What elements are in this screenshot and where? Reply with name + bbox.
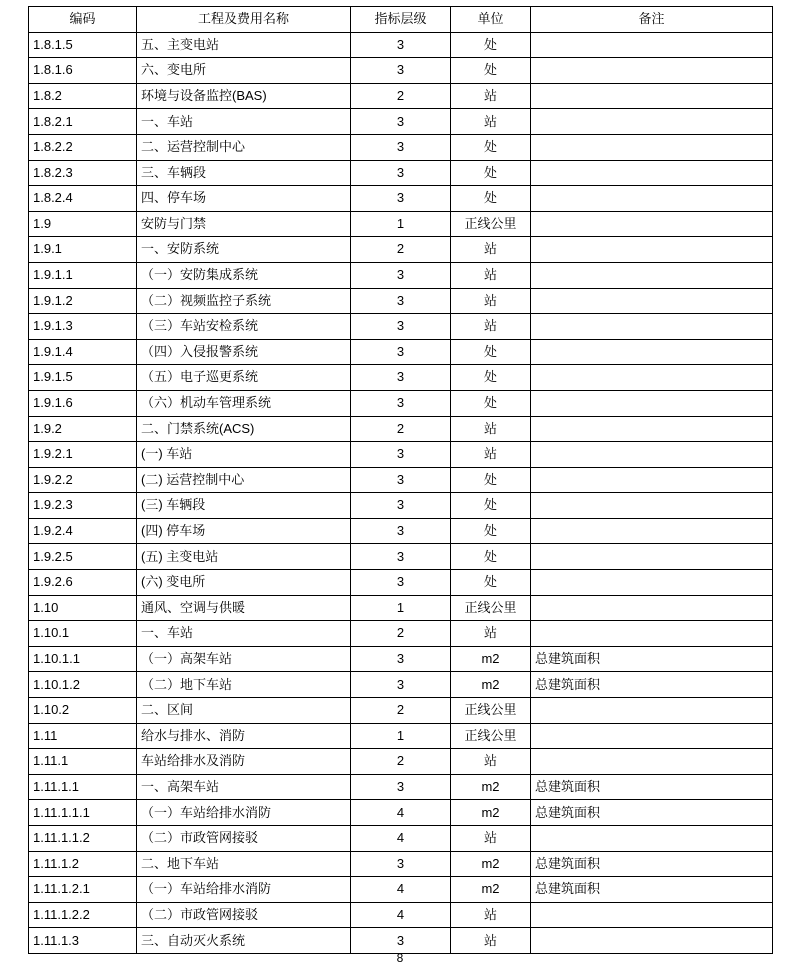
cell-code: 1.11.1.2.2 xyxy=(29,902,137,928)
cell-name: （一）安防集成系统 xyxy=(137,262,351,288)
cell-unit: 处 xyxy=(451,32,531,58)
cell-remark xyxy=(531,160,773,186)
cell-code: 1.9.1.5 xyxy=(29,365,137,391)
table-row xyxy=(29,160,773,186)
cell-name: （五）电子巡更系统 xyxy=(137,365,351,391)
cell-remark xyxy=(531,544,773,570)
cell-code: 1.11.1.2.1 xyxy=(29,877,137,903)
table-row xyxy=(29,186,773,212)
cell-unit: 站 xyxy=(451,749,531,775)
cell-level: 3 xyxy=(351,851,451,877)
cell-level: 2 xyxy=(351,83,451,109)
table-row xyxy=(29,109,773,135)
cell-code: 1.8.2.1 xyxy=(29,109,137,135)
cell-name: 二、门禁系统(ACS) xyxy=(137,416,351,442)
cell-level: 4 xyxy=(351,800,451,826)
cell-unit: 站 xyxy=(451,826,531,852)
cell-name: （一）车站给排水消防 xyxy=(137,877,351,903)
cell-remark xyxy=(531,826,773,852)
cell-level: 3 xyxy=(351,58,451,84)
table-row xyxy=(29,467,773,493)
cell-remark: 总建筑面积 xyxy=(531,774,773,800)
cell-name: （二）视频监控子系统 xyxy=(137,288,351,314)
cell-name: 环境与设备监控(BAS) xyxy=(137,83,351,109)
cell-remark xyxy=(531,134,773,160)
cell-unit: m2 xyxy=(451,774,531,800)
table-header xyxy=(29,7,773,33)
cell-code: 1.10 xyxy=(29,595,137,621)
cell-name: 一、车站 xyxy=(137,109,351,135)
cell-unit: 站 xyxy=(451,621,531,647)
cell-remark xyxy=(531,749,773,775)
cell-code: 1.9 xyxy=(29,211,137,237)
cell-name: 一、安防系统 xyxy=(137,237,351,263)
cell-unit: m2 xyxy=(451,672,531,698)
cell-code: 1.9.2.3 xyxy=(29,493,137,519)
cell-code: 1.8.2 xyxy=(29,83,137,109)
cell-level: 3 xyxy=(351,288,451,314)
cell-code: 1.8.2.2 xyxy=(29,134,137,160)
cell-unit: 正线公里 xyxy=(451,595,531,621)
cell-code: 1.11 xyxy=(29,723,137,749)
cell-code: 1.9.1.2 xyxy=(29,288,137,314)
table-row xyxy=(29,774,773,800)
cell-remark: 总建筑面积 xyxy=(531,672,773,698)
cell-name: 给水与排水、消防 xyxy=(137,723,351,749)
table-row xyxy=(29,262,773,288)
cell-remark xyxy=(531,518,773,544)
cell-unit: 处 xyxy=(451,134,531,160)
cell-code: 1.9.1.4 xyxy=(29,339,137,365)
cell-level: 3 xyxy=(351,365,451,391)
cell-remark xyxy=(531,928,773,954)
cell-code: 1.8.2.3 xyxy=(29,160,137,186)
cell-remark xyxy=(531,32,773,58)
cell-name: 安防与门禁 xyxy=(137,211,351,237)
cell-name: （二）市政管网接驳 xyxy=(137,902,351,928)
table-row xyxy=(29,288,773,314)
table-row xyxy=(29,646,773,672)
cell-name: （二）市政管网接驳 xyxy=(137,826,351,852)
cell-remark xyxy=(531,416,773,442)
cell-level: 4 xyxy=(351,902,451,928)
cell-unit: 处 xyxy=(451,58,531,84)
cell-code: 1.8.2.4 xyxy=(29,186,137,212)
cell-unit: 站 xyxy=(451,442,531,468)
cell-level: 3 xyxy=(351,646,451,672)
cell-unit: 处 xyxy=(451,467,531,493)
cell-level: 3 xyxy=(351,544,451,570)
cell-unit: 站 xyxy=(451,928,531,954)
cell-code: 1.10.2 xyxy=(29,698,137,724)
table-row xyxy=(29,58,773,84)
cell-remark xyxy=(531,698,773,724)
cell-unit: 站 xyxy=(451,902,531,928)
cell-name: (四) 停车场 xyxy=(137,518,351,544)
cell-remark xyxy=(531,570,773,596)
cell-level: 2 xyxy=(351,621,451,647)
table-body xyxy=(29,32,773,953)
cell-remark xyxy=(531,339,773,365)
cell-level: 3 xyxy=(351,570,451,596)
cell-remark xyxy=(531,723,773,749)
column-header-unit: 单位 xyxy=(451,7,531,33)
cell-remark xyxy=(531,902,773,928)
column-header-remark: 备注 xyxy=(531,7,773,33)
cell-level: 3 xyxy=(351,928,451,954)
cell-unit: 站 xyxy=(451,288,531,314)
cell-level: 3 xyxy=(351,134,451,160)
cell-unit: 处 xyxy=(451,570,531,596)
cell-name: 车站给排水及消防 xyxy=(137,749,351,775)
table-row xyxy=(29,32,773,58)
cell-code: 1.10.1.1 xyxy=(29,646,137,672)
cell-name: 五、主变电站 xyxy=(137,32,351,58)
table-row xyxy=(29,851,773,877)
cell-remark xyxy=(531,467,773,493)
cell-remark xyxy=(531,621,773,647)
cell-remark xyxy=(531,262,773,288)
table-row xyxy=(29,698,773,724)
cell-code: 1.9.2.4 xyxy=(29,518,137,544)
cell-name: 一、车站 xyxy=(137,621,351,647)
cell-name: 二、区间 xyxy=(137,698,351,724)
cell-name: （二）地下车站 xyxy=(137,672,351,698)
cell-unit: 站 xyxy=(451,109,531,135)
cell-unit: 处 xyxy=(451,160,531,186)
table-row xyxy=(29,493,773,519)
cell-level: 3 xyxy=(351,672,451,698)
cell-level: 3 xyxy=(351,518,451,544)
table-row xyxy=(29,416,773,442)
cell-level: 3 xyxy=(351,32,451,58)
cell-level: 3 xyxy=(351,186,451,212)
cell-remark: 总建筑面积 xyxy=(531,800,773,826)
cell-remark xyxy=(531,390,773,416)
cell-level: 2 xyxy=(351,237,451,263)
cell-remark xyxy=(531,442,773,468)
table-row xyxy=(29,211,773,237)
cell-unit: 正线公里 xyxy=(451,723,531,749)
cell-name: (一) 车站 xyxy=(137,442,351,468)
cell-level: 3 xyxy=(351,493,451,519)
table-row xyxy=(29,928,773,954)
cell-remark: 总建筑面积 xyxy=(531,646,773,672)
cell-name: （一）车站给排水消防 xyxy=(137,800,351,826)
table-row xyxy=(29,672,773,698)
cell-level: 3 xyxy=(351,467,451,493)
cell-level: 1 xyxy=(351,211,451,237)
cell-remark xyxy=(531,186,773,212)
cell-unit: m2 xyxy=(451,851,531,877)
cell-level: 1 xyxy=(351,723,451,749)
cell-level: 3 xyxy=(351,774,451,800)
cell-level: 3 xyxy=(351,262,451,288)
cell-remark xyxy=(531,211,773,237)
cell-name: 四、停车场 xyxy=(137,186,351,212)
cell-unit: 站 xyxy=(451,314,531,340)
cell-code: 1.10.1.2 xyxy=(29,672,137,698)
cell-code: 1.11.1.1.2 xyxy=(29,826,137,852)
cell-code: 1.11.1 xyxy=(29,749,137,775)
cell-code: 1.11.1.1.1 xyxy=(29,800,137,826)
cell-unit: 处 xyxy=(451,186,531,212)
cell-level: 3 xyxy=(351,339,451,365)
cell-unit: 站 xyxy=(451,416,531,442)
table-row xyxy=(29,800,773,826)
table-row xyxy=(29,365,773,391)
cell-name: (二) 运营控制中心 xyxy=(137,467,351,493)
table-row xyxy=(29,83,773,109)
table-row xyxy=(29,723,773,749)
cell-remark xyxy=(531,365,773,391)
cell-level: 1 xyxy=(351,595,451,621)
cell-name: (三) 车辆段 xyxy=(137,493,351,519)
cell-code: 1.8.1.5 xyxy=(29,32,137,58)
cell-remark xyxy=(531,58,773,84)
cell-unit: 处 xyxy=(451,390,531,416)
table-row xyxy=(29,570,773,596)
cell-code: 1.9.2.6 xyxy=(29,570,137,596)
cell-name: （六）机动车管理系统 xyxy=(137,390,351,416)
cell-code: 1.8.1.6 xyxy=(29,58,137,84)
cell-unit: m2 xyxy=(451,646,531,672)
cell-code: 1.11.1.3 xyxy=(29,928,137,954)
cell-level: 3 xyxy=(351,160,451,186)
cell-unit: 处 xyxy=(451,339,531,365)
cell-unit: 站 xyxy=(451,262,531,288)
cell-name: （四）入侵报警系统 xyxy=(137,339,351,365)
specification-table xyxy=(28,6,773,954)
cell-name: (五) 主变电站 xyxy=(137,544,351,570)
column-header-name: 工程及费用名称 xyxy=(137,7,351,33)
cell-level: 2 xyxy=(351,416,451,442)
cell-code: 1.9.2.1 xyxy=(29,442,137,468)
cell-name: (六) 变电所 xyxy=(137,570,351,596)
cell-level: 2 xyxy=(351,698,451,724)
cell-remark: 总建筑面积 xyxy=(531,851,773,877)
cell-level: 3 xyxy=(351,314,451,340)
cell-code: 1.9.2.2 xyxy=(29,467,137,493)
cell-name: （一）高架车站 xyxy=(137,646,351,672)
table-row xyxy=(29,749,773,775)
table-row xyxy=(29,544,773,570)
table-row xyxy=(29,877,773,903)
cell-code: 1.11.1.2 xyxy=(29,851,137,877)
table-row xyxy=(29,442,773,468)
cell-level: 4 xyxy=(351,877,451,903)
cell-unit: 处 xyxy=(451,518,531,544)
cell-code: 1.9.2 xyxy=(29,416,137,442)
cell-remark: 总建筑面积 xyxy=(531,877,773,903)
cell-remark xyxy=(531,109,773,135)
cell-level: 4 xyxy=(351,826,451,852)
cell-level: 2 xyxy=(351,749,451,775)
cell-name: 通风、空调与供暖 xyxy=(137,595,351,621)
cell-name: 二、地下车站 xyxy=(137,851,351,877)
table-row xyxy=(29,390,773,416)
table-header-row xyxy=(29,7,773,33)
table-row xyxy=(29,237,773,263)
table-row xyxy=(29,314,773,340)
table-row xyxy=(29,134,773,160)
cell-name: （三）车站安检系统 xyxy=(137,314,351,340)
cell-name: 一、高架车站 xyxy=(137,774,351,800)
cell-code: 1.9.1 xyxy=(29,237,137,263)
table-row xyxy=(29,621,773,647)
cell-remark xyxy=(531,493,773,519)
table-row xyxy=(29,902,773,928)
cell-code: 1.11.1.1 xyxy=(29,774,137,800)
cell-name: 三、自动灭火系统 xyxy=(137,928,351,954)
cell-remark xyxy=(531,237,773,263)
cell-code: 1.9.1.1 xyxy=(29,262,137,288)
cell-unit: 正线公里 xyxy=(451,211,531,237)
cell-code: 1.9.1.3 xyxy=(29,314,137,340)
cell-code: 1.9.1.6 xyxy=(29,390,137,416)
cell-name: 三、车辆段 xyxy=(137,160,351,186)
cell-remark xyxy=(531,595,773,621)
table-row xyxy=(29,595,773,621)
cell-level: 3 xyxy=(351,109,451,135)
cell-remark xyxy=(531,288,773,314)
cell-name: 六、变电所 xyxy=(137,58,351,84)
cell-unit: 正线公里 xyxy=(451,698,531,724)
cell-unit: 处 xyxy=(451,544,531,570)
cell-code: 1.10.1 xyxy=(29,621,137,647)
cell-unit: m2 xyxy=(451,877,531,903)
cell-code: 1.9.2.5 xyxy=(29,544,137,570)
page-number: 8 xyxy=(396,951,404,965)
cell-name: 二、运营控制中心 xyxy=(137,134,351,160)
table-row xyxy=(29,518,773,544)
cell-unit: 处 xyxy=(451,493,531,519)
cell-level: 3 xyxy=(351,390,451,416)
column-header-level: 指标层级 xyxy=(351,7,451,33)
cell-unit: m2 xyxy=(451,800,531,826)
cell-unit: 站 xyxy=(451,83,531,109)
table-row xyxy=(29,339,773,365)
cell-remark xyxy=(531,83,773,109)
column-header-code: 编码 xyxy=(29,7,137,33)
cell-level: 3 xyxy=(351,442,451,468)
cell-unit: 站 xyxy=(451,237,531,263)
cell-unit: 处 xyxy=(451,365,531,391)
cell-remark xyxy=(531,314,773,340)
table-row xyxy=(29,826,773,852)
